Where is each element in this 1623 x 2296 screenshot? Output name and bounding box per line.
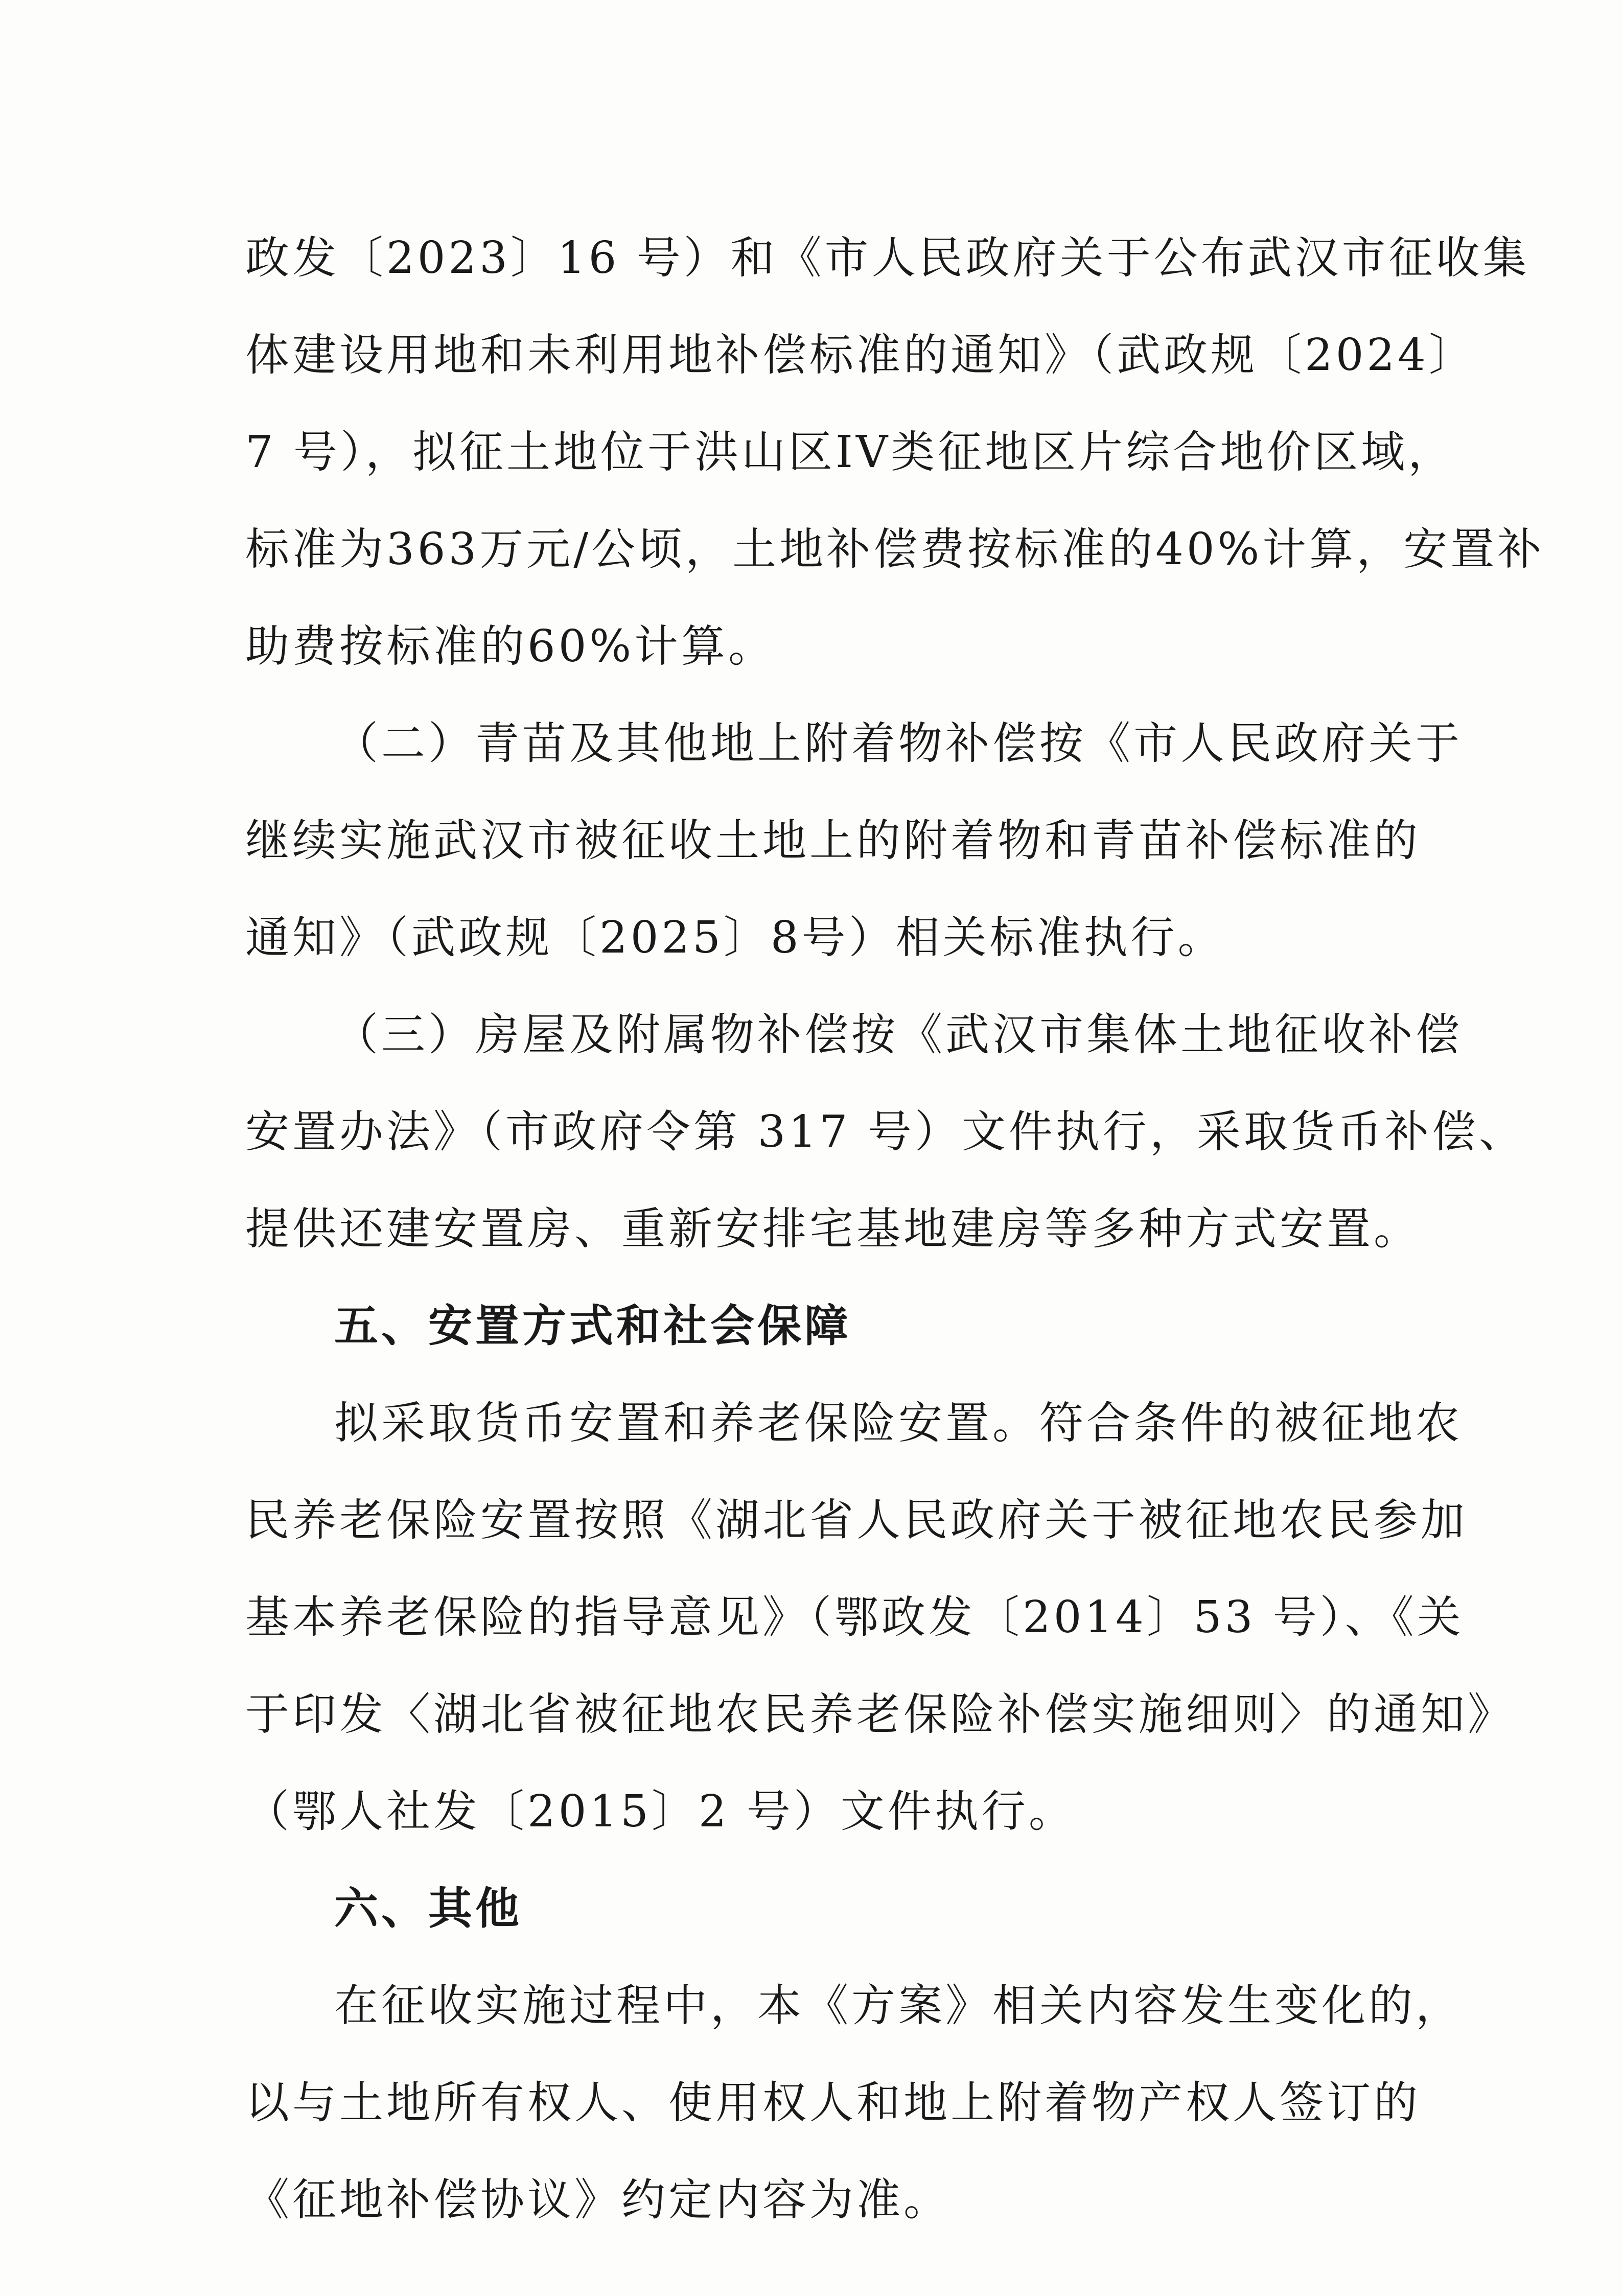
body-line: 7 号），拟征土地位于洪山区IV类征地区片综合地价区域， (245, 427, 1455, 478)
body-line: 政发〔2023〕16 号）和《市人民政府关于公布武汉市征收集 (245, 233, 1530, 284)
body-line: （鄂人社发〔2015〕2 号）文件执行。 (245, 1786, 1076, 1837)
body-line: 基本养老保险的指导意见》（鄂政发〔2014〕53 号）、《关 (245, 1592, 1464, 1643)
body-line: 民养老保险安置按照《湖北省人民政府关于被征地农民参加 (245, 1495, 1468, 1546)
body-line: 助费按标准的60%计算。 (245, 621, 776, 672)
body-line: 安置办法》（市政府令第 317 号）文件执行，采取货币补偿、 (245, 1106, 1526, 1157)
section-heading: 五、安置方式和社会保障 (334, 1301, 851, 1352)
body-line: 体建设用地和未利用地补偿标准的通知》（武政规〔2024〕 (245, 330, 1476, 381)
body-line: 通知》（武政规〔2025〕8号）相关标准执行。 (245, 912, 1225, 963)
section-heading: 六、其他 (334, 1883, 522, 1934)
paragraph-line: （三）房屋及附属物补偿按《武汉市集体土地征收补偿 (334, 1009, 1463, 1060)
paragraph-line: （二）青苗及其他地上附着物补偿按《市人民政府关于 (334, 718, 1463, 769)
paragraph-line: 拟采取货币安置和养老保险安置。符合条件的被征地农 (334, 1398, 1463, 1449)
body-line: 提供还建安置房、重新安排宅基地建房等多种方式安置。 (245, 1203, 1421, 1255)
paragraph-line: 在征收实施过程中，本《方案》相关内容发生变化的， (334, 1980, 1463, 2031)
body-line: 继续实施武汉市被征收土地上的附着物和青苗补偿标准的 (245, 815, 1421, 866)
body-line: 《征地补偿协议》约定内容为准。 (245, 2174, 950, 2225)
body-line: 以与土地所有权人、使用权人和地上附着物产权人签订的 (245, 2077, 1421, 2128)
body-line: 于印发〈湖北省被征地农民养老保险补偿实施细则〉的通知》 (245, 1689, 1515, 1740)
body-line: 标准为363万元/公顷，土地补偿费按标准的40%计算，安置补 (245, 524, 1545, 575)
